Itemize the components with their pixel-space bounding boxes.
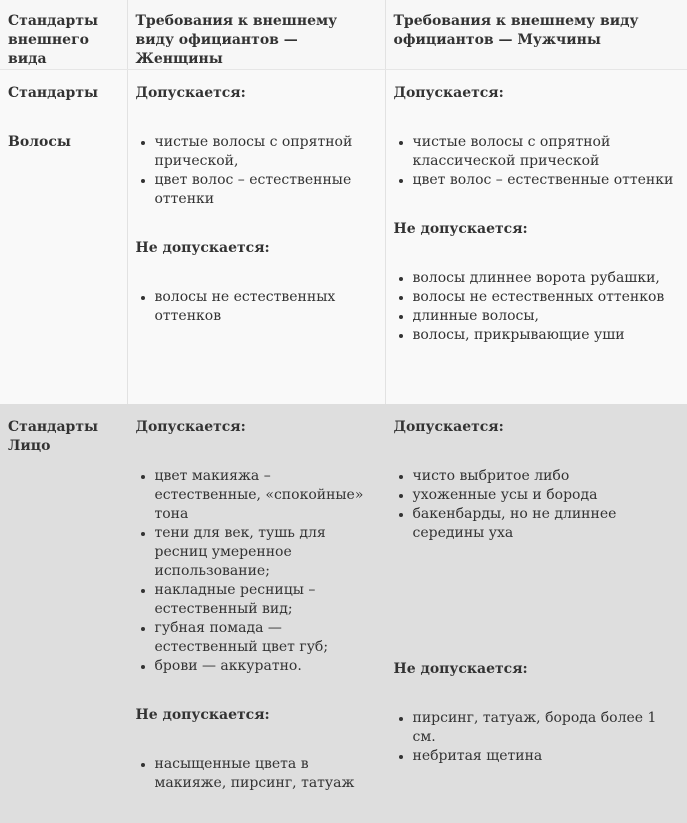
allowed-heading: Допускается: [393, 419, 504, 435]
list-item: • накладные ресницы – естественный вид; [155, 581, 377, 619]
allowed-list [136, 133, 377, 209]
standard-label: Стандарты [8, 85, 99, 101]
list-item: • волосы, прикрывающие уши [413, 326, 680, 345]
list-item: • бакенбарды, но не длиннее середины уха [413, 505, 680, 543]
list-item: • волосы длиннее ворота рубашки, [413, 269, 680, 288]
forbidden-list [136, 288, 377, 326]
table-row-face [0, 404, 687, 823]
allowed-list [394, 133, 680, 190]
list-item: • чисто выбритое либо [413, 467, 680, 486]
header-row [0, 0, 687, 70]
standard-label: Стандарты [8, 419, 99, 435]
allowed-heading: Допускается: [135, 85, 246, 101]
men-cell-face [385, 404, 687, 823]
forbidden-list [136, 755, 377, 793]
header-men: Требования к внешнему виду официантов — Мужчины [385, 0, 687, 70]
list-item: • волосы не естественных оттенков [155, 288, 377, 326]
allowed-heading: Допускается: [393, 85, 504, 101]
list-item: • брови — аккуратно. [155, 657, 377, 676]
list-item: • губная помада — естественный цвет губ; [155, 619, 377, 657]
standard-cell-face [0, 404, 127, 823]
list-item: • цвет волос – естественные оттенки [155, 171, 377, 209]
women-cell-face [127, 404, 385, 823]
header-women: Требования к внешнему виду официантов — Женщины [127, 0, 385, 70]
list-item: • цвет макияжа – естественные, «спокойные» тона [155, 467, 377, 524]
women-cell-hair [127, 70, 385, 405]
table-row-hair [0, 70, 687, 405]
list-item: • волосы не естественных оттенков [413, 288, 680, 307]
forbidden-heading: Не допускается: [135, 240, 270, 256]
allowed-list [394, 467, 680, 543]
men-cell-hair [385, 70, 687, 405]
list-item: • чистые волосы с опрятной прической, [155, 133, 377, 171]
forbidden-heading: Не допускается: [393, 221, 528, 237]
list-item: • насыщенные цвета в макияже, пирсинг, татуаж [155, 755, 377, 793]
category-label-face: Лицо [8, 438, 51, 454]
allowed-heading: Допускается: [135, 419, 246, 435]
list-item: • цвет волос – естественные оттенки [413, 171, 680, 190]
list-item: • длинные волосы, [413, 307, 680, 326]
forbidden-heading: Не допускается: [135, 707, 270, 723]
category-label-hair: Волосы [8, 134, 71, 150]
list-item: • чистые волосы с опрятной классической прической [413, 133, 680, 171]
list-item: • небритая щетина [413, 747, 680, 766]
list-item: • пирсинг, татуаж, борода более 1 см. [413, 709, 680, 747]
header-standards: Стандарты внешнего вида [0, 0, 127, 70]
list-item: • ухоженные усы и борода [413, 486, 680, 505]
allowed-list [136, 467, 377, 676]
forbidden-heading: Не допускается: [393, 661, 528, 677]
forbidden-list [394, 709, 680, 766]
list-item: • тени для век, тушь для ресниц умеренное использование; [155, 524, 377, 581]
forbidden-list [394, 269, 680, 345]
standard-cell-hair [0, 70, 127, 405]
